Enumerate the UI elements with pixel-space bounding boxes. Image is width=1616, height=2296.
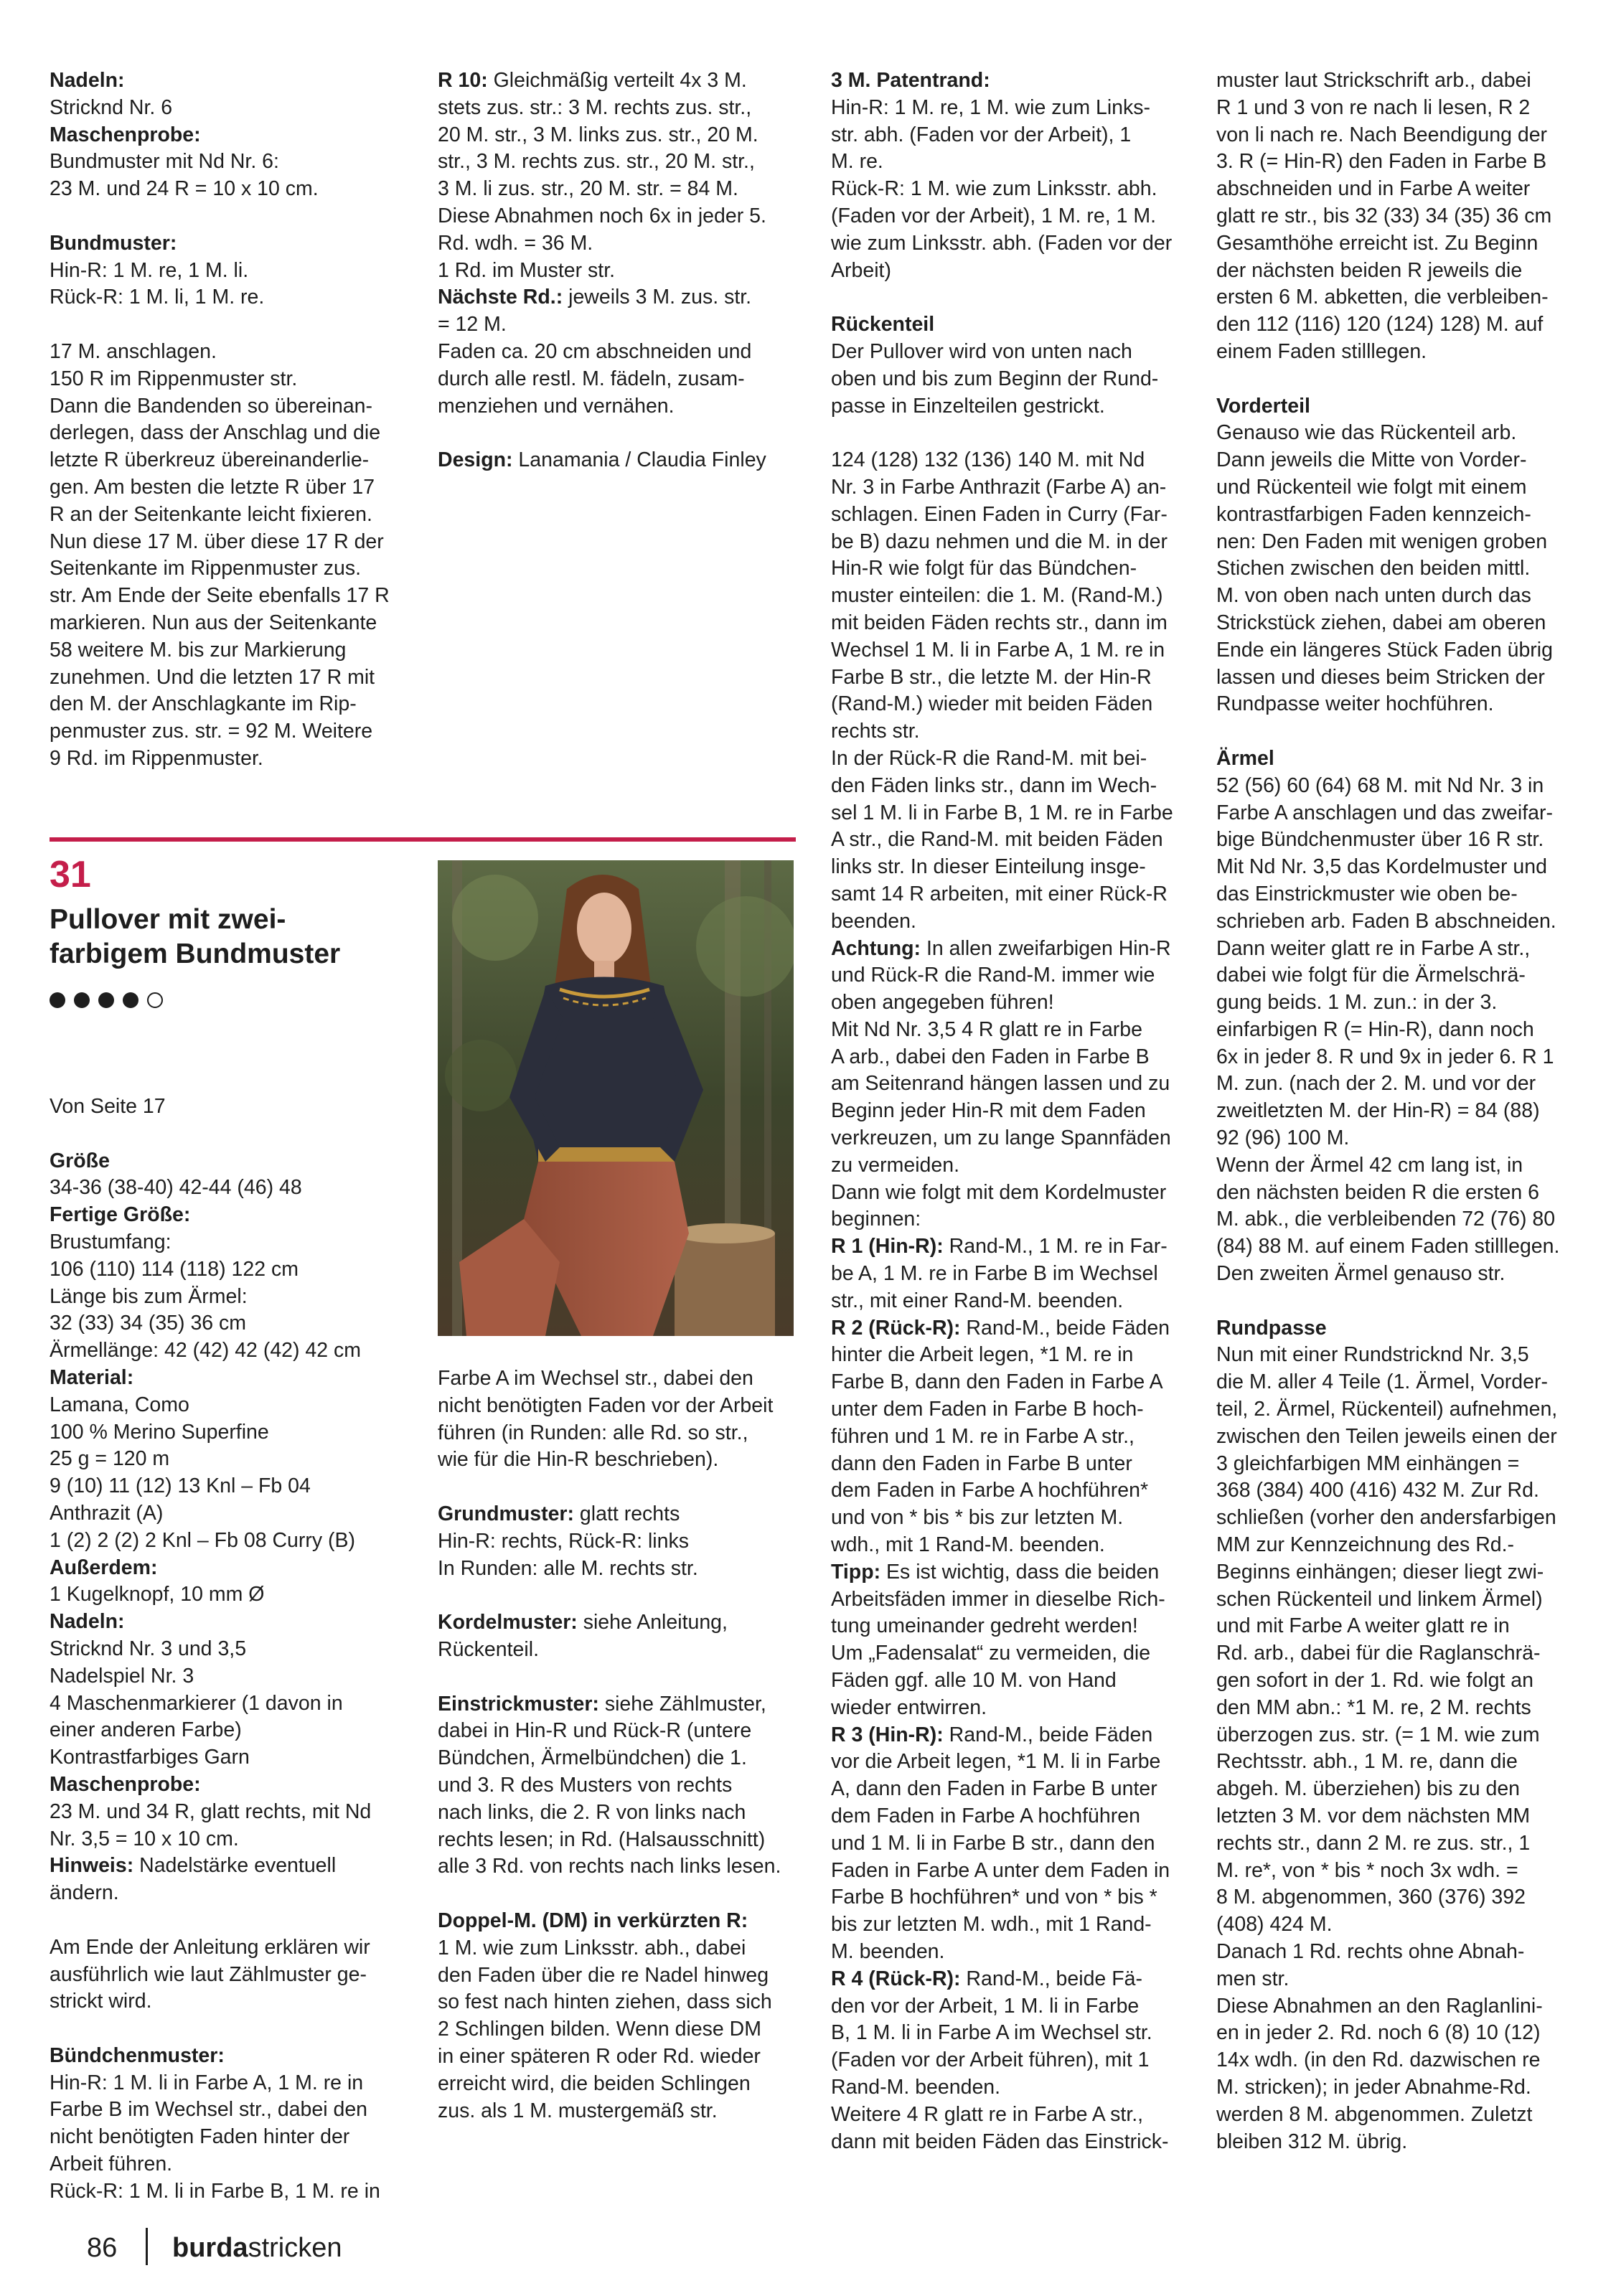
column-2-top xyxy=(438,67,793,474)
paragraph-text: Größe xyxy=(50,1149,110,1172)
paragraph xyxy=(831,1966,1190,2156)
paragraph-text: Nun mit einer Rundstricknd Nr. 3,5 die M. aller 4 Teile (1. Ärmel, Vorder- teil, 2. Ärmel, Rückenteil) aufnehmen, zwischen den Teilen jeweils einen der 3 gleichfarbigen MM einhängen = 368 (384) 400 (416) 432 M. Zur Rd. schließen (vorher den andersfarbigen MM zur Kennzeichnung des Rd.- Beginns einhängen; dieser liegt zwi- schen Rückenteil und linkem Ärmel) und mit Farbe A weiter glatt re in Rd. arb., dabei für die Raglanschrä- gen sofort in der 1. Rd. wie folgt an den MM abn.: *1 M. re, 2 M. rechts überzogen zus. str. (= 1 M. wie zum Rechtsstr. abh., 1 M. re, dann die abgeh. M. überziehen) bis zu den letzten 3 M. vor dem nächsten MM rechts str., dann 2 M. re zus. str., 1 M. re*, von * bis * noch 3x wdh. = 8 M. abgenommen, 360 (376) 392 (408) 424 M. Danach 1 Rd. rechts ohne Abnah- men str. Diese Abnahmen an den Raglanlini- en in jeder 2. Rd. noch 6 (8) 10 (12) 14x wdh. (in den Rd. dazwischen re M. stricken); in jeder Abnahme-Rd. werden 8 M. abgenommen. Zuletzt bleiben 312 M. übrig. xyxy=(1216,1343,1558,2153)
paragraph-text: 124 (128) 132 (136) 140 M. mit Nd Nr. 3 in Farbe Anthrazit (Farbe A) an- schlagen. Einen Faden in Curry (Far- be B) dazu nehmen und die M. in der Hin-R wie folgt für das Bündchen- muster einteilen: die 1. M. (Rand-M.) mit beiden Fäden rechts str., dann im Wechsel 1 M. li in Farbe A, 1 M. re in Farbe B str., die letzte M. der Hin-R (Rand-M.) wieder mit beiden Fäden rechts str. In der Rück-R die Rand-M. mit bei- den Fäden links str., dann im Wech- sel 1 M. li in Farbe B, 1 M. re in Farbe A str., die Rand-M. mit beiden Fäden links str. In dieser Einteilung insge- samt 14 R arbeiten, mit einer Rück-R beenden. xyxy=(831,448,1173,933)
difficulty-rating xyxy=(50,984,172,1013)
paragraph-text: Nadeln: xyxy=(50,1610,125,1634)
difficulty-dot-filled xyxy=(50,992,65,1008)
paragraph xyxy=(1216,1315,1575,1342)
page-number: 86 xyxy=(87,2233,118,2263)
paragraph xyxy=(831,1559,1190,1722)
paragraph-text: Rundpasse xyxy=(1216,1316,1327,1340)
difficulty-dot-filled xyxy=(123,992,138,1008)
paragraph xyxy=(50,1799,401,1853)
paragraph-text: Maschenprobe: xyxy=(50,1772,201,1796)
paragraph xyxy=(831,67,1190,95)
column-1-bottom xyxy=(50,1093,401,2206)
paragraph xyxy=(50,1229,401,1365)
paragraph-label: Grundmuster: xyxy=(438,1502,575,1525)
paragraph-text: Ärmel xyxy=(1216,746,1274,770)
paragraph xyxy=(50,230,401,258)
section-number: 31 xyxy=(50,854,91,895)
paragraph xyxy=(438,1365,793,1474)
column-3 xyxy=(831,67,1190,2155)
paragraph xyxy=(50,1175,401,1202)
paragraph-text: Gleichmäßig verteilt 4x 3 M. stets zus. str.: 3 M. rechts zus. str., 20 M. str., 3 M. links zus. str., 20 M. str., 3 M. rechts zus. str., 20 M. str., 3 M. li zus. str., 20 M. str. = 84 M. Diese Abnahmen noch 6x in jeder 5. Rd. wdh. = 36 M. 1 Rd. im Muster str. xyxy=(438,69,766,282)
paragraph-label: Tipp: xyxy=(831,1560,881,1584)
paragraph-label: Kordelmuster: xyxy=(438,1611,578,1634)
paragraph xyxy=(50,1093,401,1121)
paragraph xyxy=(50,1392,401,1555)
paragraph-text: Der Pullover wird von unten nach oben und bis zum Beginn der Rund- passe in Einzelteilen gestrickt. xyxy=(831,339,1159,418)
paragraph-text: Hin-R: 1 M. li in Farbe A, 1 M. re in Farbe B im Wechsel str., dabei den nicht benötigten Faden hinter der Arbeit führen. Rück-R: 1 M. li in Farbe B, 1 M. re in xyxy=(50,2071,380,2203)
paragraph-text: muster laut Strickschrift arb., dabei R 1 und 3 von re nach li lesen, R 2 von li nach re. Nach Beendigung der 3. R (= Hin-R) den Faden in Farbe B abschneiden und in Farbe A weiter glatt re str., bis 32 (33) 34 (35) 36 cm Gesamthöhe erreicht ist. Zu Beginn der nächsten beiden R jeweils die ersten 6 M. abketten, die verbleiben- den 112 (116) 120 (124) 128) M. auf einem Faden stilllegen. xyxy=(1216,69,1552,363)
magazine-brand xyxy=(172,2231,342,2264)
paragraph xyxy=(50,2070,401,2206)
paragraph-text: 1 Kugelknopf, 10 mm Ø xyxy=(50,1583,265,1606)
paragraph-text: Rand-M., beide Fäden vor die Arbeit legen, *1 M. li in Farbe A, dann den Faden in Farbe B unter dem Faden in Farbe A hochführen und 1 M. li in Farbe B str., dann den Faden in Farbe A unter dem Faden in Farbe B hochführen* und von * bis * bis zur letzten M. wdh., mit 1 Rand- M. beenden. xyxy=(831,1723,1170,1963)
paragraph xyxy=(438,447,793,474)
paragraph-label: R 4 (Rück-R): xyxy=(831,1967,961,1990)
paragraph-text: Bundmuster mit Nd Nr. 6: 23 M. und 24 R = 10 x 10 cm. xyxy=(50,150,319,201)
paragraph-text: Bundmuster: xyxy=(50,231,177,255)
paragraph-label: Design: xyxy=(438,448,513,472)
difficulty-dot-filled xyxy=(74,992,90,1008)
paragraph xyxy=(438,1609,793,1664)
paragraph-text: Brustumfang: 106 (110) 114 (118) 122 cm Länge bis zum Ärmel: 32 (33) 34 (35) 36 cm Ärmellänge: 42 (42) 42 (42) 42 cm xyxy=(50,1230,362,1363)
paragraph xyxy=(50,1772,401,1799)
paragraph-text: siehe Anleitung, Rückenteil. xyxy=(438,1611,728,1661)
paragraph xyxy=(438,284,793,420)
paragraph xyxy=(50,1555,401,1582)
paragraph-label: R 2 (Rück-R): xyxy=(831,1316,961,1340)
paragraph-label: Achtung: xyxy=(831,936,921,960)
paragraph-text: glatt rechts Hin-R: rechts, Rück-R: links In Runden: alle M. rechts str. xyxy=(438,1502,698,1580)
paragraph xyxy=(50,95,401,122)
paragraph-text: Fertige Größe: xyxy=(50,1203,191,1227)
paragraph xyxy=(1216,745,1575,773)
difficulty-dot-empty xyxy=(147,992,163,1008)
paragraph xyxy=(438,67,793,284)
paragraph-text: Stricknd Nr. 6 xyxy=(50,95,173,119)
paragraph-text: Lamana, Como 100 % Merino Superfine 25 g = 120 m 9 (10) 11 (12) 13 Knl – Fb 04 Anthrazit (A) 1 (2) 2 (2) 2 Knl – Fb 08 Curry (B) xyxy=(50,1393,356,1552)
paragraph xyxy=(50,1934,401,2015)
paragraph-text: Rückenteil xyxy=(831,313,935,337)
paragraph-text: Material: xyxy=(50,1365,134,1389)
paragraph xyxy=(50,1609,401,1636)
paragraph xyxy=(438,1501,793,1582)
paragraph xyxy=(50,67,401,95)
paragraph-label: Einstrickmuster: xyxy=(438,1692,599,1716)
difficulty-dot-filled xyxy=(98,992,114,1008)
paragraph xyxy=(50,1148,401,1175)
paragraph xyxy=(50,1636,401,1772)
paragraph-text: Außerdem: xyxy=(50,1556,158,1579)
paragraph-text: Rand-M., beide Fä- den vor der Arbeit, 1 M. li in Farbe B, 1 M. li in Farbe A im Wechsel str. (Faden vor der Arbeit führen), mit 1 Rand-M. beenden. Weitere 4 R glatt re in Farbe A str., dann mit beiden Fäden das Einstrick- xyxy=(831,1967,1169,2153)
footer-divider xyxy=(146,2228,148,2265)
paragraph-label: R 1 (Hin-R): xyxy=(831,1235,944,1258)
paragraph-text: Nadelstärke eventuell ändern. xyxy=(50,1854,337,1905)
column-2-bottom xyxy=(438,1365,793,2125)
paragraph-text: Rand-M., 1 M. re in Far- be A, 1 M. re in Farbe B im Wechsel str., mit einer Rand-M. beenden. xyxy=(831,1235,1168,1312)
paragraph-label: R 10: xyxy=(438,69,488,92)
paragraph xyxy=(831,447,1190,935)
paragraph-text: 3 M. Patentrand: xyxy=(831,69,990,92)
paragraph xyxy=(1216,773,1575,1288)
paragraph-text: Stricknd Nr. 3 und 3,5 Nadelspiel Nr. 3 4 Maschenmarkierer (1 davon in einer anderen Farbe) Kontrastfarbiges Garn xyxy=(50,1637,343,1769)
paragraph xyxy=(50,122,401,149)
paragraph-text: Genauso wie das Rückenteil arb. Dann jeweils die Mitte von Vorder- und Rückenteil wie folgt mit einem kontrastfarbigen Faden kennzeich- nen: Den Faden mit wenigen groben Stichen zwischen den beiden mittl. M. von oben nach unten durch das Strickstück ziehen, dabei am oberen Ende ein längeres Stück Faden übrig lassen und dieses beim Stricken der Rundpasse weiter hochführen. xyxy=(1216,421,1553,716)
brand-regular: stricken xyxy=(248,2233,342,2263)
section-title: Pullover mit zwei- farbigem Bundmuster xyxy=(50,904,341,969)
paragraph xyxy=(831,1233,1190,1314)
paragraph xyxy=(438,1691,793,1881)
paragraph-label: Nächste Rd.: xyxy=(438,286,563,309)
paragraph xyxy=(50,2043,401,2070)
paragraph xyxy=(831,1315,1190,1559)
paragraph-label: Hinweis: xyxy=(50,1854,134,1878)
paragraph-text: 17 M. anschlagen. 150 R im Rippenmuster str. Dann die Bandenden so übereinan- derlegen, dass der Anschlag und die letzte R überkreuz übereinanderlie- gen. Am besten die letzte R über 17 R an der Seitenkante leicht fixieren. Nun diese 17 M. über diese 17 R der Seitenkante im Rippenmuster zus. str. Am Ende der Seite ebenfalls 17 R markieren. Nun aus der Seitenkante 58 weitere M. bis zur Markierung zunehmen. Und die letzten 17 R mit den M. der Anschlagkante im Rip- penmuster zus. str. = 92 M. Weitere 9 Rd. im Rippenmuster. xyxy=(50,339,390,770)
paragraph xyxy=(50,339,401,773)
paragraph xyxy=(1216,1342,1575,2155)
paragraph-text: Am Ende der Anleitung erklären wir ausführlich wie laut Zählmuster ge- strickt wird. xyxy=(50,1935,370,2013)
paragraph-text: 52 (56) 60 (64) 68 M. mit Nd Nr. 3 in Farbe A anschlagen und das zweifar- bige Bündchenmuster über 16 R str. Mit Nd Nr. 3,5 das Kordelmuster und das Einstrickmuster wie oben be- schrieben arb. Faden B abschneiden. Dann weiter glatt re in Farbe A str., dabei wie folgt für die Ärmelschrä- gung beids. 1 M. zun.: in der 3. einfarbigen R (= Hin-R), dann noch 6x in jeder 8. R und 9x in jeder 6. R 1 M. zun. (nach der 2. M. und vor der zweitletzten M. der Hin-R) = 84 (88) 92 (96) 100 M. Wenn der Ärmel 42 cm lang ist, in den nächsten beiden R die ersten 6 M. abk., die verbleibenden 72 (76) 80 (84) 88 M. auf einem Faden stilllegen. Den zweiten Ärmel genauso str. xyxy=(1216,773,1560,1286)
paragraph xyxy=(831,95,1190,285)
paragraph xyxy=(50,1581,401,1609)
paragraph-text: Es ist wichtig, dass die beiden Arbeitsfäden immer in dieselbe Rich- tung umeinander gedreht werden! Um „Fadensalat“ zu vermeiden, die Fäden ggf. alle 10 M. von Hand wieder entwirren. xyxy=(831,1560,1165,1719)
paragraph xyxy=(50,149,401,203)
paragraph xyxy=(50,258,401,312)
paragraph-text: In allen zweifarbigen Hin-R und Rück-R die Rand-M. immer wie oben angegeben führen! Mit Nd Nr. 3,5 4 R glatt re in Farbe A arb., dabei den Faden in Farbe B am Seitenrand hängen lassen und zu Beginn jeder Hin-R mit dem Faden verkreuzen, um zu lange Spannfäden zu vermeiden. Dann wie folgt mit dem Kordelmuster beginnen: xyxy=(831,936,1171,1231)
brand-bold: burda xyxy=(172,2233,248,2263)
paragraph xyxy=(1216,67,1575,366)
paragraph-text: Hin-R: 1 M. re, 1 M. li. Rück-R: 1 M. li, 1 M. re. xyxy=(50,258,265,309)
paragraph xyxy=(1216,420,1575,718)
column-1-top xyxy=(50,67,401,773)
paragraph xyxy=(831,339,1190,420)
paragraph xyxy=(50,1365,401,1392)
paragraph-text: Lanamania / Claudia Finley xyxy=(512,448,766,472)
paragraph xyxy=(831,936,1190,1234)
paragraph-text: jeweils 3 M. zus. str. = 12 M. Faden ca. 20 cm abschneiden und durch alle restl. M. fädeln, zusam- menziehen und vernähen. xyxy=(438,286,752,418)
paragraph xyxy=(50,1853,401,1907)
paragraph xyxy=(1216,393,1575,420)
paragraph-text: 1 M. wie zum Linksstr. abh., dabei den Faden über die re Nadel hinweg so fest nach hinten ziehen, dass sich 2 Schlingen bilden. Wenn diese DM in einer späteren R oder Rd. wieder erreicht wird, die beiden Schlingen zus. als 1 M. mustergemäß str. xyxy=(438,1936,772,2122)
paragraph-label: Doppel-M. (DM) in verkürzten R: xyxy=(438,1909,748,1932)
paragraph-text: Maschenprobe: xyxy=(50,123,201,146)
paragraph-text: Von Seite 17 xyxy=(50,1095,166,1118)
paragraph-text: Rand-M., beide Fäden hinter die Arbeit legen, *1 M. re in Farbe B, dann den Faden in Farbe A unter dem Faden in Farbe B hoch- führen und 1 M. re in Farbe A str., dann den Faden in Farbe B unter dem Faden in Farbe A hochführen* und von * bis * bis zur letzten M. wdh., mit 1 Rand-M. beenden. xyxy=(831,1316,1170,1557)
paragraph-text: Nadeln: xyxy=(50,69,125,92)
paragraph-text: siehe Zählmuster, dabei in Hin-R und Rück-R (untere Bündchen, Ärmelbündchen) die 1. und 3. R des Musters von rechts nach links, die 2. R von links nach rechts lesen; in Rd. (Halsausschnitt) alle 3 Rd. von rechts nach links lesen. xyxy=(438,1692,781,1878)
paragraph-text: 23 M. und 34 R, glatt rechts, mit Nd Nr. 3,5 = 10 x 10 cm. xyxy=(50,1799,372,1850)
paragraph xyxy=(831,1722,1190,1966)
section-divider xyxy=(50,837,796,842)
paragraph-text: Vorderteil xyxy=(1216,394,1310,418)
paragraph-text: Bündchenmuster: xyxy=(50,2043,225,2067)
paragraph-label: R 3 (Hin-R): xyxy=(831,1723,944,1746)
model-photo xyxy=(438,860,794,1336)
paragraph xyxy=(438,1908,793,2125)
column-4 xyxy=(1216,67,1575,2155)
paragraph xyxy=(831,311,1190,339)
paragraph-text: Hin-R: 1 M. re, 1 M. wie zum Links- str. abh. (Faden vor der Arbeit), 1 M. re. Rück-R: 1 M. wie zum Linksstr. abh. (Faden vor der Arbeit), 1 M. re, 1 M. wie zum Linksstr. abh. (Faden vor der Arbeit) xyxy=(831,95,1173,282)
paragraph-text: Farbe A im Wechsel str., dabei den nicht benötigten Faden vor der Arbeit führen (in Runden: alle Rd. so str., wie für die Hin-R beschrieben). xyxy=(438,1367,774,1472)
paragraph-text: 34-36 (38-40) 42-44 (46) 48 xyxy=(50,1176,302,1200)
paragraph xyxy=(50,1202,401,1229)
